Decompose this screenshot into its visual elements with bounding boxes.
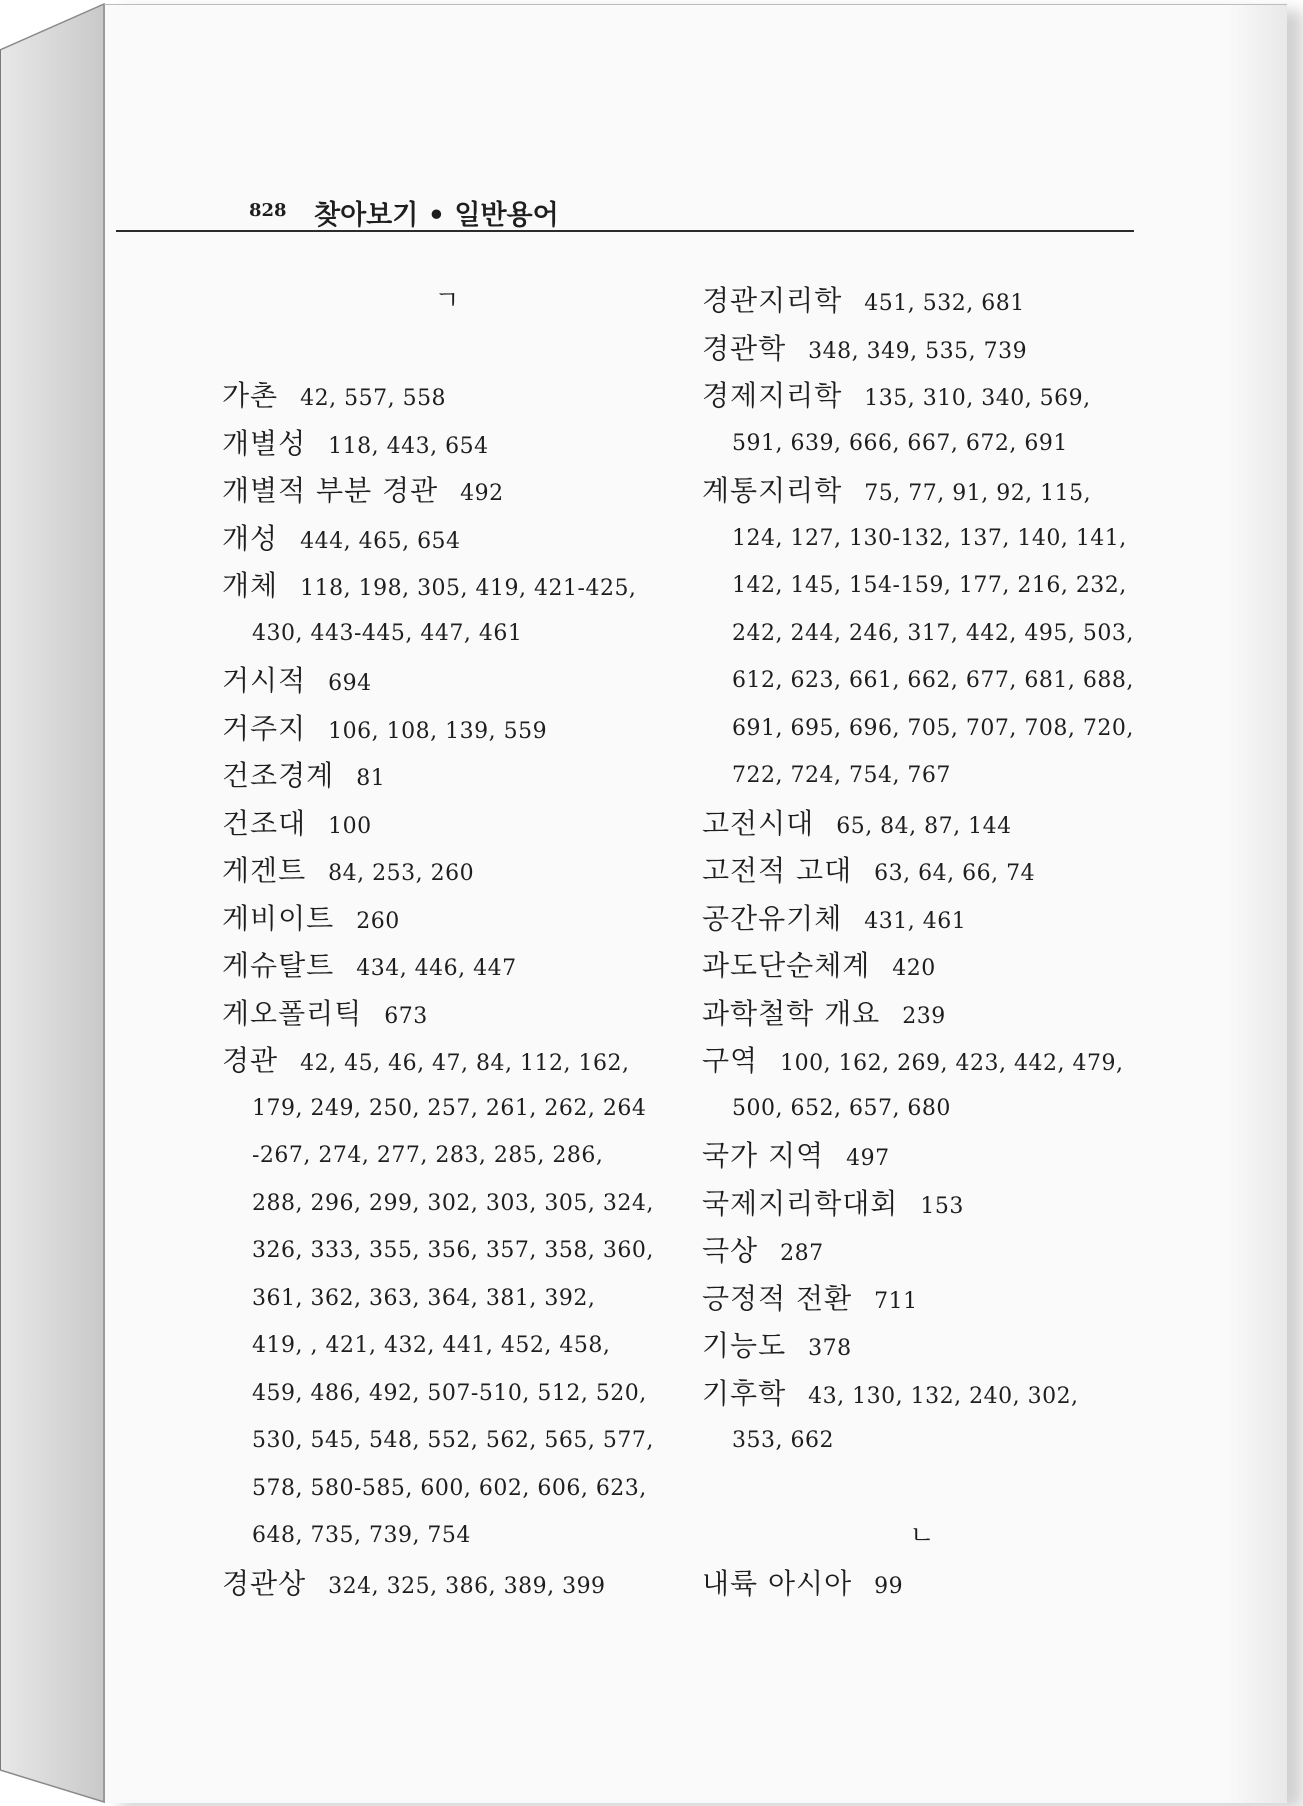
index-term: 극상 [702,1234,759,1267]
index-term: 경관지리학 [702,284,843,317]
page-references: 444, 465, 654 [300,528,461,554]
index-term: 경관상 [222,1566,307,1600]
running-title: 찾아보기 • 일반용어 [314,200,559,231]
page-references: 497 [846,1146,890,1171]
index-term: 구역 [702,1044,759,1077]
page-references: 673 [384,1003,428,1029]
index-entry-continuation [222,1465,647,1513]
index-entry-continuation [222,1417,654,1465]
page-references: 179, 249, 250, 257, 261, 262, 264 [252,1095,647,1121]
index-term: 개별적 부분 경관 [222,474,439,507]
index-entry-continuation [222,1322,610,1370]
page-references: 100 [328,813,372,839]
index-term: 긍정적 전환 [702,1281,853,1315]
book-spine-side [0,0,106,1806]
index-term: 계통지리학 [702,474,843,507]
section-letter: ㄱ [434,286,460,316]
page-references: 75, 77, 91, 92, 115, [864,481,1092,506]
page-references: 106, 108, 139, 559 [328,718,548,744]
page-references: 153 [920,1193,964,1219]
page-references: 591, 639, 666, 667, 672, 691 [732,430,1068,456]
page-references: 530, 545, 548, 552, 562, 565, 577, [252,1428,654,1453]
index-term: 개성 [222,521,279,555]
index-entry [222,895,400,943]
page-references: 42, 45, 46, 47, 84, 112, 162, [300,1051,630,1076]
index-entry-continuation [222,1370,647,1418]
index-entry-continuation [702,705,1134,753]
index-entry [222,942,517,990]
page-header [116,192,1134,232]
index-term: 게오폴리틱 [222,996,363,1030]
index-term: 과학철학 개요 [702,996,881,1030]
index-entry-continuation [702,610,1134,658]
index-entry-continuation [702,1085,951,1133]
index-term: 국제지리학대회 [702,1186,899,1220]
page-references: 288, 296, 299, 302, 303, 305, 324, [252,1190,654,1216]
page-references: 84, 253, 260 [328,861,475,886]
page-references: 239 [902,1003,946,1029]
index-entry [702,372,1091,420]
index-entry [702,1037,1123,1085]
index-term: 거주지 [222,711,307,745]
index-term: 거시적 [222,664,307,697]
index-term: 고전적 고대 [702,854,853,887]
page-references: 118, 443, 654 [328,433,489,459]
index-entry-continuation [222,1275,595,1323]
index-entry [222,705,547,753]
page-references: 711 [874,1288,918,1314]
index-entry [702,1227,824,1275]
page-references: 353, 662 [732,1428,834,1453]
index-term: 게겐트 [222,854,307,887]
index-entry [222,752,385,800]
index-entry [702,1132,890,1180]
index-term: 개별성 [222,426,307,460]
index-entry [702,277,1025,325]
index-term: 건조경계 [222,759,335,792]
index-term: 기후학 [702,1376,787,1410]
index-entry [702,325,1027,373]
index-entry [702,800,1012,848]
page-references: 378 [808,1336,852,1361]
index-entry [702,1322,852,1370]
page-references: 578, 580-585, 600, 602, 606, 623, [252,1475,647,1501]
index-entry [222,990,428,1038]
page-references: 361, 362, 363, 364, 381, 392, [252,1285,596,1311]
index-entry [702,1370,1079,1418]
index-term: 가촌 [222,379,279,412]
index-term: 공간유기체 [702,901,843,935]
page-references: 124, 127, 130-132, 137, 140, 141, [732,525,1127,551]
page-references: 430, 443-445, 447, 461 [252,620,523,646]
page-references: 260 [356,908,400,934]
index-term: 경관 [222,1044,279,1077]
index-term: 개체 [222,569,279,602]
index-term: 고전시대 [702,806,815,840]
page-references: 431, 461 [864,908,967,934]
index-entry-continuation [222,1180,654,1228]
index-entry-continuation [702,752,951,800]
index-entry-continuation [702,515,1127,563]
page-references: 434, 446, 447 [356,956,517,981]
page-references: 65, 84, 87, 144 [836,813,1012,839]
index-entry [702,847,1035,895]
page-references: 612, 623, 661, 662, 677, 681, 688, [732,668,1134,693]
page-references: 492 [460,481,504,506]
index-term: 국가 지역 [702,1139,825,1172]
page-references: 451, 532, 681 [864,291,1025,316]
page-references: 100, 162, 269, 423, 442, 479, [780,1051,1124,1076]
index-entry [702,1180,964,1228]
page-number: 828 [249,200,287,221]
page-references: 81 [356,766,386,791]
index-entry-continuation [702,657,1134,705]
index-entry-continuation [702,1417,834,1465]
index-entry [222,847,474,895]
index-entry-continuation [702,420,1068,468]
index-term: 과도단순체계 [702,949,871,982]
index-entry-continuation [222,610,522,658]
page-references: 419, , 421, 432, 441, 452, 458, [252,1333,611,1358]
index-term: 건조대 [222,806,307,840]
page-references: 459, 486, 492, 507-510, 512, 520, [252,1380,647,1406]
index-entry-continuation [702,562,1127,610]
page-references: 242, 244, 246, 317, 442, 495, 503, [732,620,1134,646]
index-term: 기능도 [702,1329,787,1362]
page-references: 420 [892,956,936,981]
index-entry-continuation [222,1132,603,1180]
page-edge-shade [1227,5,1287,1803]
index-entry [222,657,372,705]
index-entry-continuation [222,1512,471,1560]
index-entry [702,467,1091,515]
index-entry [222,515,461,563]
index-entry [702,942,936,990]
index-entry [702,895,966,943]
page-references: 118, 198, 305, 419, 421-425, [300,576,637,601]
index-entry-continuation [222,1085,646,1133]
page-references: 691, 695, 696, 705, 707, 708, 720, [732,715,1134,741]
index-entry-continuation [222,1227,654,1275]
page-references: 42, 557, 558 [300,386,447,411]
page-references: 500, 652, 657, 680 [732,1095,951,1121]
page-references: 722, 724, 754, 767 [732,763,951,788]
page-references: 694 [328,671,372,696]
index-entry [222,1037,629,1085]
page-references: 63, 64, 66, 74 [874,861,1036,886]
index-entry [222,372,446,420]
index-entry [702,990,946,1038]
page-references: 326, 333, 355, 356, 357, 358, 360, [252,1238,654,1263]
section-letter: ㄴ [909,1521,935,1551]
index-entry [702,1275,918,1323]
page-references: -267, 274, 277, 283, 285, 286, [252,1143,604,1168]
index-term: 경제지리학 [702,379,843,412]
page-references: 135, 310, 340, 569, [864,386,1091,411]
page-references: 99 [874,1573,904,1599]
index-entry [222,562,636,610]
page-references: 648, 735, 739, 754 [252,1523,471,1548]
index-term: 내륙 아시아 [702,1566,853,1600]
index-term: 게슈탈트 [222,949,335,982]
index-entry [222,467,504,515]
page-references: 287 [780,1241,824,1266]
page-references: 324, 325, 386, 389, 399 [328,1573,606,1599]
index-entry [222,1560,606,1608]
page-references: 142, 145, 154-159, 177, 216, 232, [732,573,1127,598]
index-entry [222,420,489,468]
index-term: 게비이트 [222,901,335,935]
page-references: 348, 349, 535, 739 [808,338,1028,364]
index-term: 경관학 [702,331,787,365]
index-entry [702,1560,903,1608]
page-references: 43, 130, 132, 240, 302, [808,1383,1079,1409]
index-entry [222,800,372,848]
